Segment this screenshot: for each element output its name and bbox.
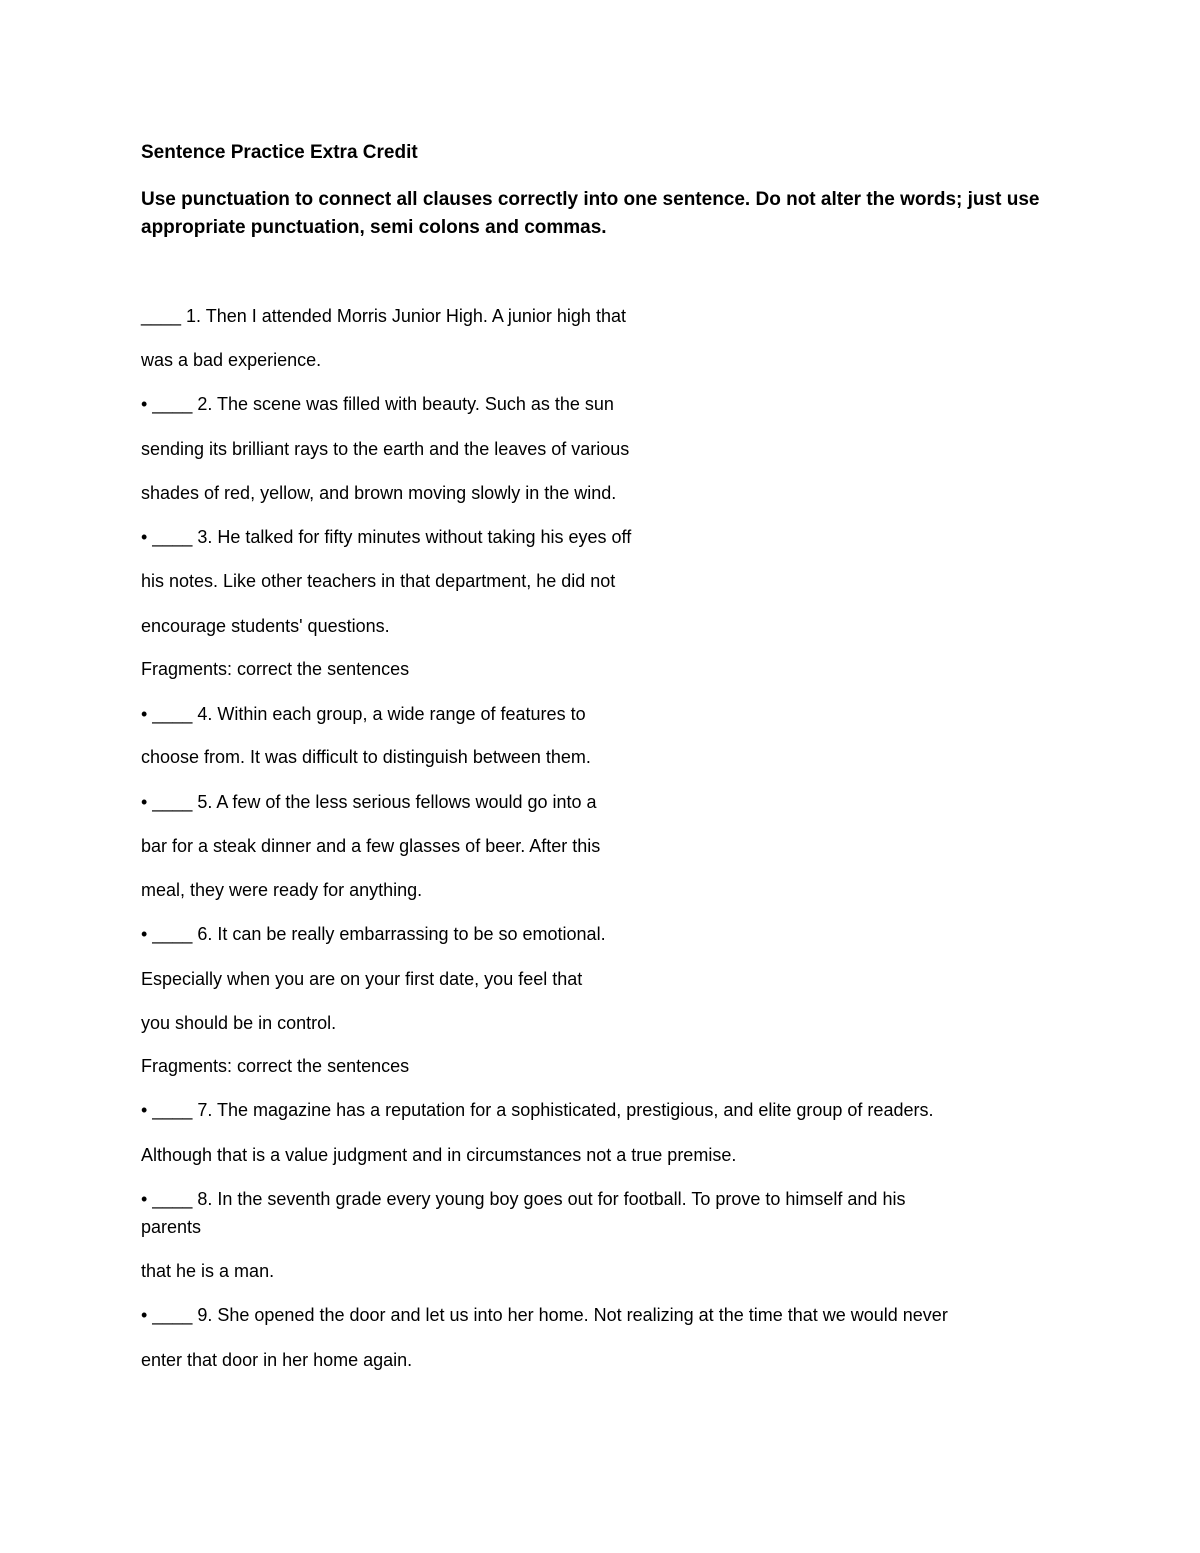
exercise-line: his notes. Like other teachers in that department, he did not bbox=[141, 571, 616, 591]
exercise-line: ____ 1. Then I attended Morris Junior High. A junior high that bbox=[141, 306, 626, 326]
exercise-line: • ____ 5. A few of the less serious fellows would go into a bbox=[141, 792, 597, 812]
exercise-line: choose from. It was difficult to distinguish between them. bbox=[141, 747, 591, 767]
exercise-line: • ____ 8. In the seventh grade every young boy goes out for football. To prove to himself and his bbox=[141, 1189, 906, 1209]
instructions: Use punctuation to connect all clauses correctly into one sentence. Do not alter the words; just use appropriate punctuation, semi colons and commas. bbox=[141, 189, 1040, 238]
exercise-line: meal, they were ready for anything. bbox=[141, 880, 423, 900]
exercise-line: • ____ 6. It can be really embarrassing to be so emotional. bbox=[141, 924, 606, 944]
exercise-line: encourage students' questions. bbox=[141, 616, 390, 636]
exercise-line: shades of red, yellow, and brown moving slowly in the wind. bbox=[141, 483, 617, 503]
exercise-line: you should be in control. bbox=[141, 1013, 337, 1033]
exercise-line: • ____ 3. He talked for fifty minutes without taking his eyes off bbox=[141, 527, 632, 547]
exercise-line: bar for a steak dinner and a few glasses of beer. After this bbox=[141, 836, 601, 856]
exercise-line: • ____ 7. The magazine has a reputation for a sophisticated, prestigious, and elite group of readers. bbox=[141, 1100, 934, 1120]
exercise-line: enter that door in her home again. bbox=[141, 1350, 413, 1370]
exercise-line: • ____ 4. Within each group, a wide range of features to bbox=[141, 704, 586, 724]
exercise-line: • ____ 9. She opened the door and let us into her home. Not realizing at the time that we would never bbox=[141, 1305, 948, 1325]
exercise-line: • ____ 2. The scene was filled with beauty. Such as the sun bbox=[141, 394, 614, 414]
exercise-line: Especially when you are on your first date, you feel that bbox=[141, 969, 583, 989]
section-heading: Fragments: correct the sentences bbox=[141, 659, 410, 679]
exercise-line: Although that is a value judgment and in circumstances not a true premise. bbox=[141, 1145, 737, 1165]
document-title: Sentence Practice Extra Credit bbox=[141, 142, 418, 163]
exercise-line: parents bbox=[141, 1217, 202, 1237]
section-heading: Fragments: correct the sentences bbox=[141, 1056, 410, 1076]
exercise-line: that he is a man. bbox=[141, 1261, 275, 1281]
exercise-line: was a bad experience. bbox=[141, 350, 322, 370]
exercise-line: sending its brilliant rays to the earth and the leaves of various bbox=[141, 439, 630, 459]
